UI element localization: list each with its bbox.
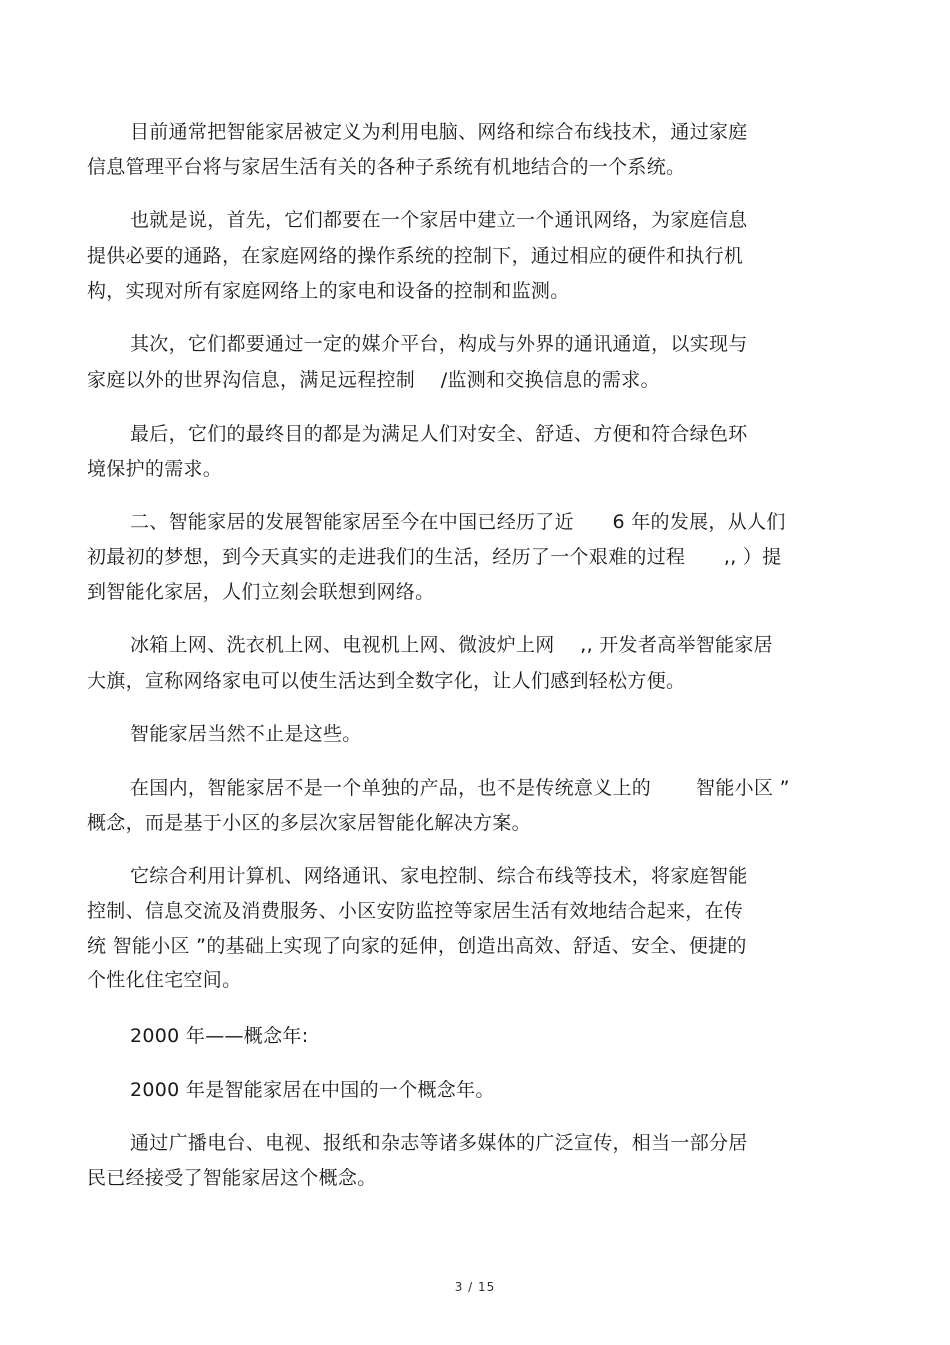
text-line: 构，实现对所有家庭网络上的家电和设备的控制和监测。 <box>87 280 570 302</box>
text-line: 个性化住宅空间。 <box>87 969 242 991</box>
page-number: 3 / 15 <box>454 1280 496 1294</box>
text-line: 目前通常把智能家居被定义为利用电脑、网络和综合布线技术，通过家庭 <box>130 121 748 143</box>
text-line: 家庭以外的世界沟信息，满足远程控制 /监测和交换信息的需求。 <box>87 369 660 391</box>
text-line: 2000 年——概念年: <box>130 1025 309 1047</box>
text-line: 其次，它们都要通过一定的媒介平台，构成与外界的通讯通道，以实现与 <box>130 333 748 355</box>
text-line: 提供必要的通路，在家庭网络的操作系统的控制下，通过相应的硬件和执行机 <box>87 245 744 267</box>
text-line: 2000 年是智能家居在中国的一个概念年。 <box>130 1079 495 1101</box>
text-line: 在国内，智能家居不是一个单独的产品，也不是传统意义上的 智能小区 ” <box>130 777 790 799</box>
text-line: 它综合利用计算机、网络通讯、家电控制、综合布线等技术，将家庭智能 <box>130 865 748 887</box>
text-line: 初最初的梦想，到今天真实的走进我们的生活，经历了一个艰难的过程 ,, ）提 <box>87 546 782 568</box>
text-line: 也就是说，首先，它们都要在一个家居中建立一个通讯网络，为家庭信息 <box>130 209 748 231</box>
text-line: 控制、信息交流及消费服务、小区安防监控等家居生活有效地结合起来，在传 <box>87 900 744 922</box>
text-line: 二、智能家居的发展智能家居至今在中国已经历了近 6 年的发展，从人们 <box>130 511 786 533</box>
text-line: 民已经接受了智能家居这个概念。 <box>87 1167 377 1189</box>
text-line: 冰箱上网、洗衣机上网、电视机上网、微波炉上网 ,, 开发者高举智能家居 <box>130 634 773 656</box>
text-line: 通过广播电台、电视、报纸和杂志等诸多媒体的广泛宣传，相当一部分居 <box>130 1132 748 1154</box>
text-line: 到智能化家居，人们立刻会联想到网络。 <box>87 581 435 603</box>
text-line: 概念，而是基于小区的多层次家居智能化解决方案。 <box>87 812 531 834</box>
text-line: 最后，它们的最终目的都是为满足人们对安全、舒适、方便和符合绿色环 <box>130 423 748 445</box>
text-line: 大旗，宣称网络家电可以使生活达到全数字化，让人们感到轻松方便。 <box>87 670 686 692</box>
text-line: 智能家居当然不止是这些。 <box>130 723 362 745</box>
text-line: 信息管理平台将与家居生活有关的各种子系统有机地结合的一个系统。 <box>87 156 686 178</box>
text-line: 统 智能小区 ”的基础上实现了向家的延伸，创造出高效、舒适、安全、便捷的 <box>87 935 747 957</box>
text-line: 境保护的需求。 <box>87 458 223 480</box>
